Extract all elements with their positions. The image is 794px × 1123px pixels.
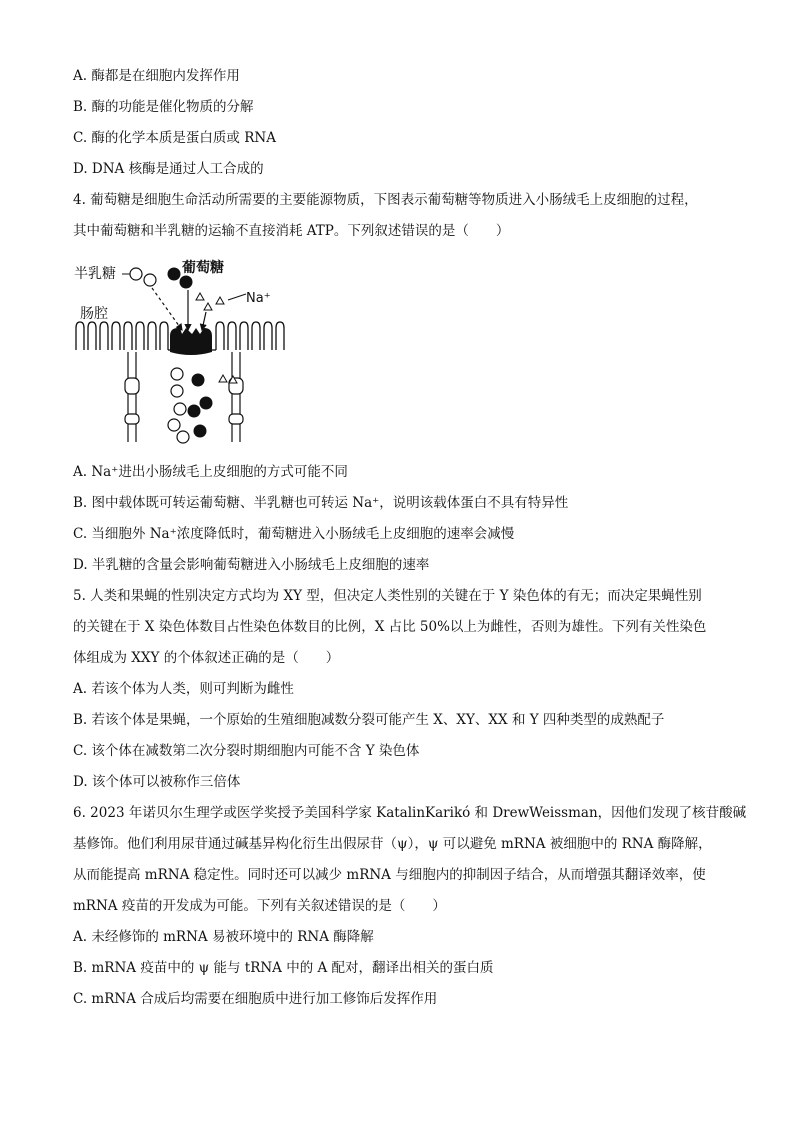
galactose-molecule: [174, 403, 186, 415]
cell-junction-right: [229, 352, 243, 442]
microvilli-left: [76, 322, 168, 350]
glucose-molecule: [188, 405, 201, 418]
q4-stem-line-2: 其中葡萄糖和半乳糖的运输不直接消耗 ATP。下列叙述错误的是（ ）: [73, 223, 510, 239]
sodium-ion: [216, 297, 224, 304]
sodium-label: Na⁺: [246, 291, 271, 306]
glucose-molecule: [200, 397, 213, 410]
galactose-label: 半乳糖: [74, 266, 116, 282]
sodium-ion: [219, 375, 227, 382]
glucose-molecule: [194, 425, 207, 438]
q6-option-b: B. mRNA 疫苗中的 ψ 能与 tRNA 中的 A 配对，翻译出相关的蛋白质: [73, 960, 494, 976]
galactose-molecule: [177, 431, 189, 443]
q3-option-c: C. 酶的化学本质是蛋白质或 RNA: [73, 130, 276, 146]
galactose-molecule: [171, 368, 183, 380]
sodium-ion: [196, 293, 204, 300]
lumen-label: 肠腔: [80, 306, 108, 322]
glucose-label: 葡萄糖: [182, 260, 224, 276]
q6-stem-line-1: 6. 2023 年诺贝尔生理学或医学奖授予美国科学家 KatalinKarikó 和 DrewWeissman，因他们发现了核苷酸碱: [73, 805, 747, 821]
q6-stem-line-3: 从而能提高 mRNA 稳定性。同时还可以减少 mRNA 与细胞内的抑制因子结合，从而增强其翻译效率，使: [73, 867, 706, 883]
galactose-molecule: [144, 274, 156, 286]
carrier-protein: [170, 328, 212, 355]
q4-option-b: B. 图中载体既可转运葡萄糖、半乳糖也可转运 Na⁺，说明该载体蛋白不具有特异性: [73, 495, 569, 511]
q4-option-c: C. 当细胞外 Na⁺浓度降低时，葡萄糖进入小肠绒毛上皮细胞的速率会减慢: [73, 526, 515, 542]
q5-stem-line-2: 的关键在于 X 染色体数目占性染色体数目的比例，X 占比 50%以上为雌性，否则为雄性。下列有关性染色: [73, 619, 707, 635]
q3-option-b: B. 酶的功能是催化物质的分解: [73, 99, 254, 115]
glucose-molecule: [168, 268, 181, 281]
q5-stem-line-3: 体组成为 XXY 的个体叙述正确的是（ ）: [73, 650, 340, 666]
sodium-pointer-line: [228, 294, 246, 300]
sodium-ion: [204, 303, 212, 310]
glucose-molecule: [180, 276, 193, 289]
q5-option-a: A. 若该个体为人类，则可判断为雌性: [73, 681, 294, 697]
q6-option-c: C. mRNA 合成后均需要在细胞质中进行加工修饰后发挥作用: [73, 991, 438, 1007]
q3-option-d: D. DNA 核酶是通过人工合成的: [73, 161, 264, 177]
q4-stem-line-1: 4. 葡萄糖是细胞生命活动所需要的主要能源物质，下图表示葡萄糖等物质进入小肠绒毛上皮细胞的过程，: [73, 192, 698, 208]
q3-option-a: A. 酶都是在细胞内发挥作用: [73, 68, 240, 84]
q5-option-b: B. 若该个体是果蝇，一个原始的生殖细胞减数分裂可能产生 X、XY、XX 和 Y 四种类型的成熟配子: [73, 712, 665, 728]
galactose-molecule: [168, 419, 180, 431]
q5-stem-line-1: 5. 人类和果蝇的性别决定方式均为 XY 型，但决定人类性别的关键在于 Y 染色体的有无；而决定果蝇性别: [73, 588, 702, 604]
microvilli-right: [216, 322, 284, 350]
galactose-molecule: [130, 268, 142, 280]
glucose-molecule: [192, 374, 205, 387]
cell-junction-left: [125, 352, 139, 442]
glucose-transport-diagram: [70, 252, 300, 448]
q4-option-d: D. 半乳糖的含量会影响葡萄糖进入小肠绒毛上皮细胞的速率: [73, 557, 430, 573]
q5-option-c: C. 该个体在减数第二次分裂时期细胞内可能不含 Y 染色体: [73, 743, 420, 759]
sodium-arrow: [202, 312, 206, 330]
galactose-molecule: [171, 385, 183, 397]
q5-option-d: D. 该个体可以被称作三倍体: [73, 774, 241, 790]
q6-stem-line-4: mRNA 疫苗的开发成为可能。下列有关叙述错误的是（ ）: [73, 898, 446, 914]
q6-stem-line-2: 基修饰。他们利用尿苷通过碱基异构化衍生出假尿苷（ψ），ψ 可以避免 mRNA 被细胞中的 RNA 酶降解，: [73, 836, 712, 852]
q6-option-a: A. 未经修饰的 mRNA 易被环境中的 RNA 酶降解: [73, 929, 374, 945]
q4-option-a: A. Na⁺进出小肠绒毛上皮细胞的方式可能不同: [73, 464, 348, 480]
